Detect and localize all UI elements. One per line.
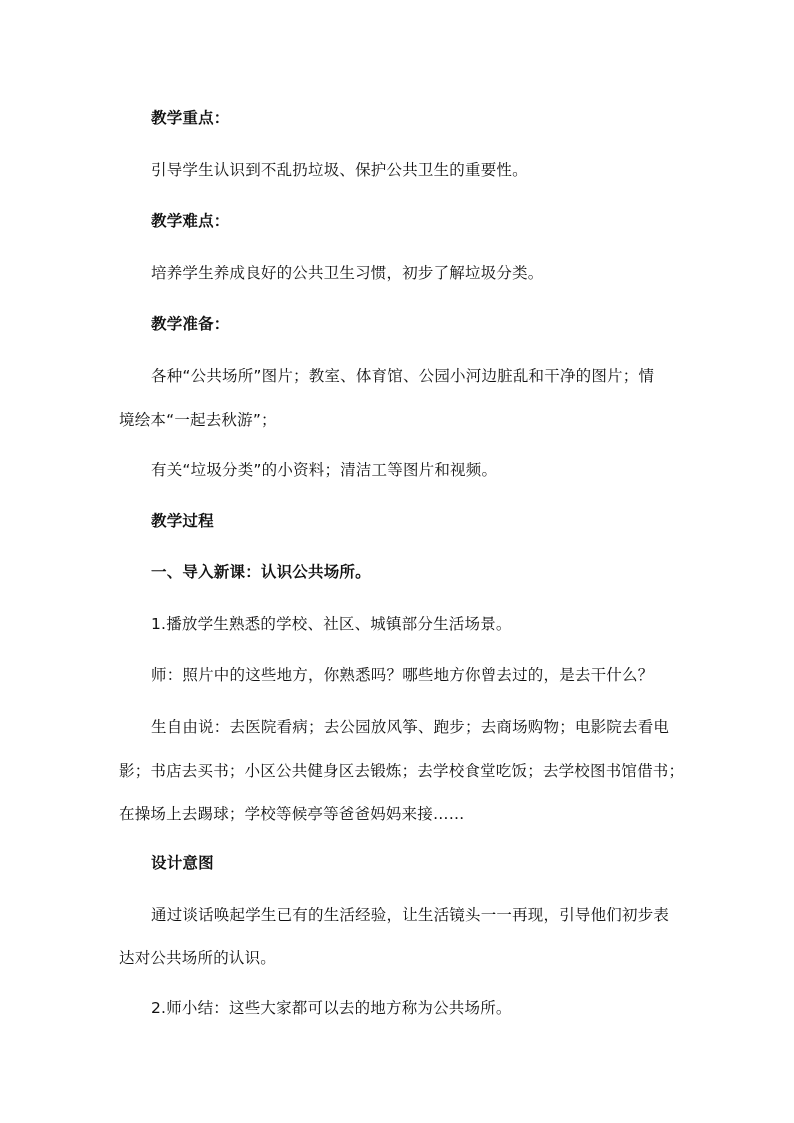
student-answer-line: 在操场上去踢球；学校等候亭等爸爸妈妈来接…… bbox=[119, 805, 465, 823]
design-text-line: 达对公共场所的认识。 bbox=[119, 949, 277, 967]
preparation-heading: 教学准备： bbox=[151, 315, 230, 333]
student-answer-line: 影；书店去买书；小区公共健身区去锻炼；去学校食堂吃饭；去学校图书馆借书； bbox=[119, 762, 685, 780]
process-heading: 教学过程 bbox=[151, 512, 214, 530]
difficulty-text: 培养学生养成良好的公共卫生习惯，初步了解垃圾分类。 bbox=[151, 264, 544, 282]
difficulty-heading: 教学难点： bbox=[151, 212, 230, 230]
preparation-text-line: 境绘本“一起去秋游”； bbox=[119, 411, 277, 429]
key-points-heading: 教学重点： bbox=[151, 109, 230, 127]
design-text-line: 通过谈话唤起学生已有的生活经验，让生活镜头一一再现，引导他们初步表 bbox=[151, 906, 670, 924]
step2-text: 2.师小结：这些大家都可以去的地方称为公共场所。 bbox=[151, 999, 512, 1017]
teacher-question: 师：照片中的这些地方，你熟悉吗？哪些地方你曾去过的，是去干什么？ bbox=[151, 666, 654, 684]
preparation-text-line: 各种“公共场所”图片；教室、体育馆、公园小河边脏乱和干净的图片；情 bbox=[151, 367, 655, 385]
step1-text: 1.播放学生熟悉的学校、社区、城镇部分生活场景。 bbox=[151, 615, 512, 633]
section1-heading: 一、导入新课：认识公共场所。 bbox=[151, 563, 371, 581]
preparation-text-line: 有关“垃圾分类”的小资料；清洁工等图片和视频。 bbox=[151, 461, 498, 479]
design-heading: 设计意图 bbox=[151, 854, 214, 872]
key-points-text: 引导学生认识到不乱扔垃圾、保护公共卫生的重要性。 bbox=[151, 161, 528, 179]
student-answer-line: 生自由说：去医院看病；去公园放风筝、跑步；去商场购物；电影院去看电 bbox=[151, 718, 670, 736]
